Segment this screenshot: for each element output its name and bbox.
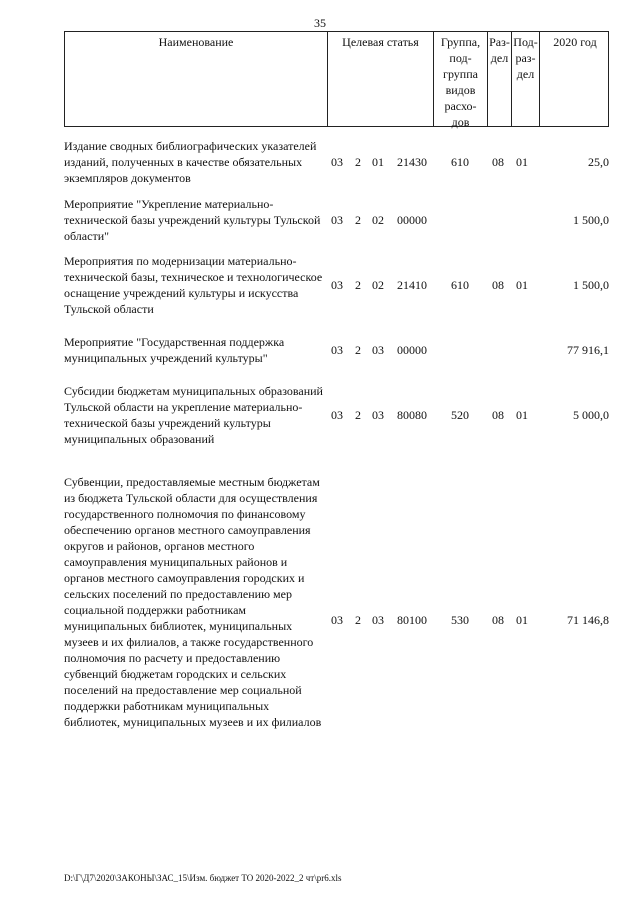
value-cell: 1 500,0 (573, 278, 609, 292)
code-direction: 80080 (397, 408, 427, 422)
header-subsection: Под- раз- дел (511, 32, 539, 126)
code-program: 03 (331, 408, 343, 422)
code-program: 03 (331, 213, 343, 227)
header-group: Группа, под- группа видов расхо- дов (433, 32, 487, 126)
header-target-article: Целевая статья (327, 32, 433, 126)
page-number: 35 (314, 16, 326, 30)
code-program: 03 (331, 278, 343, 292)
group-cell: 530 (451, 613, 469, 627)
subsection-cell: 01 (516, 408, 528, 422)
row-name: Субвенции, предоставляемые местным бюджетам из бюджета Тульской области для осуществления государственного полномочия по финансовому обеспечению органов местного самоуправления округов и районов, органов местного самоуправления муниципальных районов и органов местного самоуправления городских и сельских поселений по предоставлению мер социальной поддержки работникам муниципальных библиотек, муниципальных музеев и их филиалов, а также государственного полномочия по расчету и предоставлению субвенций бюджетам городских и сельских поселений на предоставление мер социальной поддержки работникам муниципальных библиотек, муниципальных музеев и их филиалов (64, 475, 322, 729)
value-cell: 5 000,0 (573, 408, 609, 422)
code-program: 03 (331, 155, 343, 169)
code-program: 03 (331, 343, 343, 357)
code-event: 02 (372, 278, 384, 292)
row-name: Субсидии бюджетам муниципальных образований Тульской области на укрепление материально-технической базы учреждений культуры муниципальных образований (64, 384, 323, 446)
code-subprogram: 2 (355, 343, 361, 357)
table-header (64, 31, 609, 127)
group-cell: 610 (451, 278, 469, 292)
code-direction: 00000 (397, 213, 427, 227)
code-event: 03 (372, 408, 384, 422)
code-event: 02 (372, 213, 384, 227)
code-subprogram: 2 (355, 613, 361, 627)
section-cell: 08 (492, 408, 504, 422)
header-name: Наименование (158, 35, 234, 49)
code-direction: 80100 (397, 613, 427, 627)
row-name: Издание сводных библиографических указателей изданий, полученных в качестве обязательных экземпляров документов (64, 139, 317, 185)
code-direction: 00000 (397, 343, 427, 357)
code-subprogram: 2 (355, 278, 361, 292)
subsection-cell: 01 (516, 613, 528, 627)
code-event: 03 (372, 343, 384, 357)
value-cell: 71 146,8 (567, 613, 609, 627)
subsection-cell: 01 (516, 278, 528, 292)
code-subprogram: 2 (355, 408, 361, 422)
header-section: Раз- дел (487, 32, 511, 126)
code-subprogram: 2 (355, 155, 361, 169)
code-direction: 21410 (397, 278, 427, 292)
code-direction: 21430 (397, 155, 427, 169)
value-cell: 77 916,1 (567, 343, 609, 357)
row-name: Мероприятия по модернизации материально-технической базы, техническое и технологическое оснащение учреждений культуры и искусства Тульской области (64, 254, 323, 316)
code-subprogram: 2 (355, 213, 361, 227)
section-cell: 08 (492, 278, 504, 292)
section-cell: 08 (492, 155, 504, 169)
group-cell: 610 (451, 155, 469, 169)
row-name: Мероприятие "Укрепление материально-технической базы учреждений культуры Тульской области" (64, 197, 321, 243)
value-cell: 1 500,0 (573, 213, 609, 227)
code-program: 03 (331, 613, 343, 627)
subsection-cell: 01 (516, 155, 528, 169)
header-year: 2020 год (539, 32, 610, 126)
code-event: 01 (372, 155, 384, 169)
section-cell: 08 (492, 613, 504, 627)
group-cell: 520 (451, 408, 469, 422)
value-cell: 25,0 (588, 155, 609, 169)
file-path-footer: D:\Г\Д7\2020\ЗАКОНЫ\ЗАС_15\Изм. бюджет ТО 2020-2022_2 чт\pr6.xls (64, 873, 342, 883)
code-event: 03 (372, 613, 384, 627)
row-name: Мероприятие "Государственная поддержка муниципальных учреждений культуры" (64, 335, 285, 365)
